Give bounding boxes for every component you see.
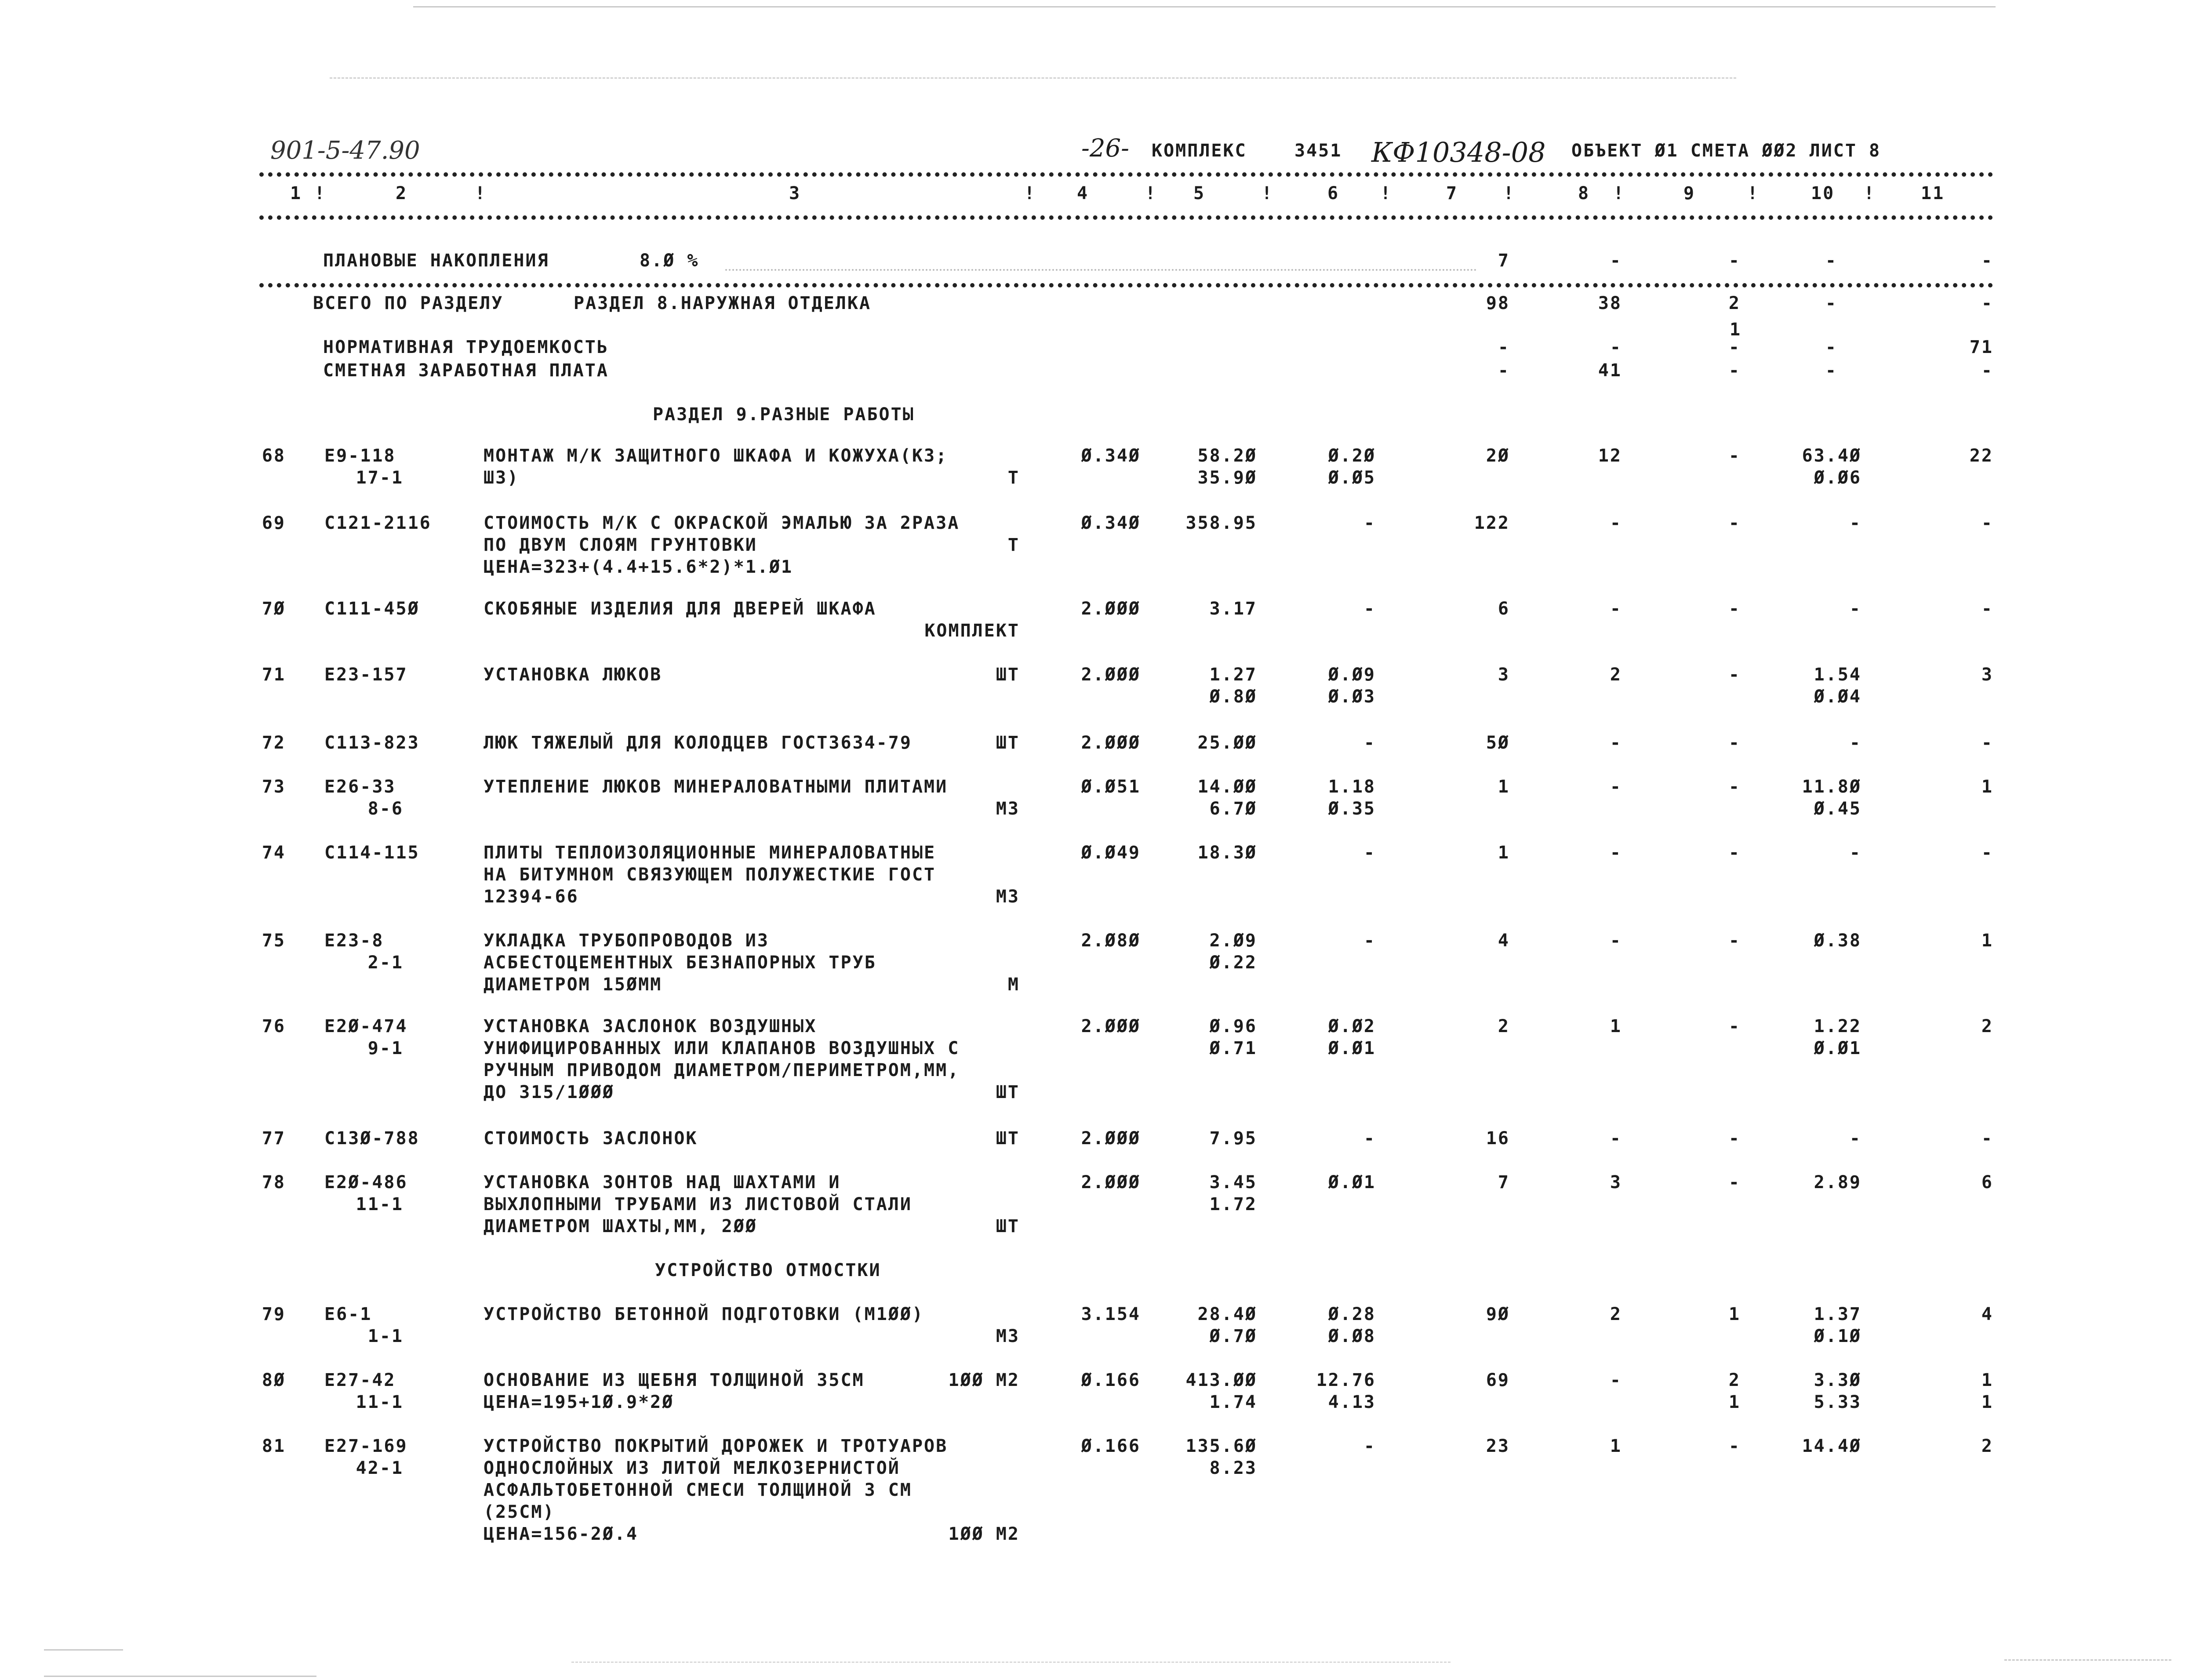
operation-cost: Ø.Ø9 — [1328, 665, 1376, 685]
unit-cost: 3.45 — [1209, 1172, 1257, 1193]
column-divider: ! — [1024, 183, 1036, 204]
labor-hours: Ø.38 — [1814, 931, 1861, 951]
unit: ШТ — [996, 1128, 1020, 1149]
subsection-title: УСТРОЙСТВО ОТМОСТКИ — [655, 1260, 881, 1280]
labor-cost: - — [1610, 931, 1622, 951]
row-number: 78 — [262, 1172, 286, 1193]
labor-hours: 3.3Ø — [1814, 1370, 1861, 1390]
total-value-c8: 38 — [1598, 293, 1622, 313]
section-9-title: РАЗДЕЛ 9.РАЗНЫЕ РАБОТЫ — [653, 404, 915, 425]
labor-hours: 1.37 — [1814, 1304, 1861, 1324]
planned-value-c10: - — [1825, 251, 1837, 271]
labor-cost: - — [1610, 1128, 1622, 1149]
section-total-label: ВСЕГО ПО РАЗДЕЛУ — [313, 293, 504, 313]
labor-hours: 11.8Ø — [1802, 777, 1861, 797]
total-hours: 1 — [1981, 1392, 1993, 1412]
object-info: ОБЪЕКТ Ø1 СМЕТА ØØ2 ЛИСТ 8 — [1571, 141, 1881, 161]
unit-cost: Ø.22 — [1209, 953, 1257, 973]
rate-code: Е26-33 — [324, 777, 396, 797]
quantity: 2.ØØØ — [1081, 599, 1141, 619]
quantity: 2.ØØØ — [1081, 1172, 1141, 1193]
row-number: 72 — [262, 733, 286, 753]
norm-value-c9: - — [1728, 337, 1741, 357]
column-divider: ! — [475, 183, 487, 204]
machine-cost: - — [1728, 1436, 1741, 1456]
operation-cost: - — [1363, 733, 1376, 753]
leader-dots — [725, 269, 1477, 271]
labor-cost: 1 — [1610, 1436, 1622, 1456]
column-number: 3 — [789, 183, 801, 204]
labor-cost: 12 — [1598, 446, 1622, 466]
column-divider: ! — [1262, 183, 1274, 204]
wage-label: СМЕТНАЯ ЗАРАБОТНАЯ ПЛАТА — [323, 360, 609, 381]
description-line: УСТАНОВКА ЗАСЛОНОК ВОЗДУШНЫХ — [484, 1016, 817, 1036]
total-hours: 1 — [1981, 931, 1993, 951]
column-number: 7 — [1446, 183, 1458, 204]
row-number: 76 — [262, 1016, 286, 1036]
machine-cost: - — [1728, 931, 1741, 951]
column-number: 8 — [1578, 183, 1590, 204]
rate-code: С114-115 — [324, 843, 420, 863]
total-cost: 16 — [1486, 1128, 1510, 1149]
total-value-c10: - — [1825, 293, 1837, 313]
operation-cost: 1.18 — [1328, 777, 1376, 797]
total-cost: 2 — [1498, 1016, 1510, 1036]
total-cost: 9Ø — [1486, 1304, 1510, 1324]
scan-line — [330, 77, 1736, 79]
wage-value-c9: - — [1728, 360, 1741, 381]
row-number: 73 — [262, 777, 286, 797]
unit: 1ØØ М2 — [948, 1370, 1020, 1390]
rate-code: Е9-118 — [324, 446, 396, 466]
row-number: 7Ø — [262, 599, 286, 619]
labor-cost: - — [1610, 599, 1622, 619]
quantity: Ø.166 — [1081, 1436, 1141, 1456]
description-line: СТОИМОСТЬ М/К С ОКРАСКОЙ ЭМАЛЬЮ ЗА 2РАЗА — [484, 513, 960, 533]
quantity: 3.154 — [1081, 1304, 1141, 1324]
unit-cost: 1.74 — [1209, 1392, 1257, 1412]
unit-cost: 14.ØØ — [1197, 777, 1257, 797]
row-number: 68 — [262, 446, 286, 466]
description-line: УСТРОЙСТВО ПОКРЫТИЙ ДОРОЖЕК И ТРОТУАРОВ — [484, 1436, 948, 1456]
labor-hours: - — [1849, 513, 1861, 533]
labor-hours: 2.89 — [1814, 1172, 1861, 1193]
column-number: 4 — [1077, 183, 1089, 204]
operation-cost: Ø.35 — [1328, 799, 1376, 819]
total-hours: 2 — [1981, 1436, 1993, 1456]
labor-hours: - — [1849, 1128, 1861, 1149]
unit: М — [1007, 975, 1020, 995]
unit-cost: 7.95 — [1209, 1128, 1257, 1149]
description-line: УКЛАДКА ТРУБОПРОВОДОВ ИЗ — [484, 931, 769, 951]
row-number: 69 — [262, 513, 286, 533]
column-divider: ! — [1864, 183, 1876, 204]
machine-cost: - — [1728, 843, 1741, 863]
total-cost: 6 — [1498, 599, 1510, 619]
unit-cost: 6.7Ø — [1209, 799, 1257, 819]
cipher: КФ10348-08 — [1371, 136, 1546, 168]
row-number: 75 — [262, 931, 286, 951]
description-line: ПО ДВУМ СЛОЯМ ГРУНТОВКИ — [484, 535, 757, 555]
scan-line — [571, 1662, 1451, 1663]
total-value-c11: - — [1981, 293, 1993, 313]
unit-cost: 358.95 — [1185, 513, 1257, 533]
scan-line — [2004, 1659, 2171, 1661]
planned-value-c9: - — [1728, 251, 1741, 271]
unit-cost: 413.ØØ — [1185, 1370, 1257, 1390]
total-cost: 3 — [1498, 665, 1510, 685]
total-hours: - — [1981, 513, 1993, 533]
labor-hours: - — [1849, 599, 1861, 619]
rate-code: Е27-169 — [324, 1436, 408, 1456]
operation-cost: - — [1363, 1436, 1376, 1456]
description-line: ШЗ) — [484, 468, 520, 488]
labor-hours: 1.54 — [1814, 665, 1861, 685]
description-line: ПЛИТЫ ТЕПЛОИЗОЛЯЦИОННЫЕ МИНЕРАЛОВАТНЫЕ — [484, 843, 936, 863]
wage-value-c10: - — [1825, 360, 1837, 381]
machine-cost: - — [1728, 733, 1741, 753]
labor-cost: - — [1610, 513, 1622, 533]
unit-cost: 35.9Ø — [1197, 468, 1257, 488]
total-hours: 22 — [1969, 446, 1993, 466]
rate-code: Е23-8 — [324, 931, 384, 951]
column-number: 10 — [1811, 183, 1835, 204]
column-divider: ! — [1145, 183, 1157, 204]
total-value-c7: 98 — [1486, 293, 1510, 313]
norm-value-c7: - — [1498, 337, 1510, 357]
labor-hours: 1.22 — [1814, 1016, 1861, 1036]
description-line: ДИАМЕТРОМ ШАХТЫ,ММ, 2ØØ — [484, 1216, 757, 1236]
description-line: СТОИМОСТЬ ЗАСЛОНОК — [484, 1128, 698, 1149]
total-value-c9: 2 — [1728, 293, 1741, 313]
rate-code: С121-2116 — [324, 513, 432, 533]
column-number: 1 — [290, 183, 302, 204]
description-line: ЦЕНА=195+1Ø.9*2Ø — [484, 1392, 674, 1412]
unit-cost: 25.ØØ — [1197, 733, 1257, 753]
column-divider: ! — [1747, 183, 1760, 204]
header-separator-top — [259, 172, 1993, 177]
description-line: УТЕПЛЕНИЕ ЛЮКОВ МИНЕРАЛОВАТНЫМИ ПЛИТАМИ — [484, 777, 948, 797]
quantity: 2.ØØØ — [1081, 665, 1141, 685]
operation-cost: - — [1363, 599, 1376, 619]
rate-code: С13Ø-788 — [324, 1128, 420, 1149]
rate-code-sub: 11-1 — [356, 1392, 404, 1412]
total-hours: - — [1981, 1128, 1993, 1149]
unit-cost: 18.3Ø — [1197, 843, 1257, 863]
header-separator-bottom — [259, 215, 1993, 220]
quantity: Ø.Ø49 — [1081, 843, 1141, 863]
unit: М3 — [996, 887, 1020, 907]
description-line: ЦЕНА=323+(4.4+15.6*2)*1.Ø1 — [484, 557, 793, 577]
row-number: 79 — [262, 1304, 286, 1324]
operation-cost: Ø.Ø1 — [1328, 1172, 1376, 1193]
total-hours: 1 — [1981, 1370, 1993, 1390]
description-line: ОСНОВАНИЕ ИЗ ЩЕБНЯ ТОЛЩИНОЙ 35СМ — [484, 1370, 865, 1390]
column-divider: ! — [1380, 183, 1392, 204]
machine-cost: 2 — [1728, 1370, 1741, 1390]
operation-cost: - — [1363, 513, 1376, 533]
unit: Т — [1007, 535, 1020, 555]
quantity: 2.ØØØ — [1081, 1128, 1141, 1149]
description-line: АСФАЛЬТОБЕТОННОЙ СМЕСИ ТОЛЩИНОЙ 3 СМ — [484, 1480, 912, 1500]
machine-cost: - — [1728, 1172, 1741, 1193]
column-divider: ! — [1503, 183, 1516, 204]
description-line: МОНТАЖ М/К ЗАЩИТНОГО ШКАФА И КОЖУХА(КЗ; — [484, 446, 948, 466]
description-line: УСТАНОВКА ЛЮКОВ — [484, 665, 662, 685]
labor-hours: 5.33 — [1814, 1392, 1861, 1412]
rate-code-sub: 9-1 — [367, 1038, 404, 1058]
quantity: 2.ØØØ — [1081, 733, 1141, 753]
column-number: 9 — [1683, 183, 1696, 204]
operation-cost: Ø.Ø5 — [1328, 468, 1376, 488]
description-line: ВЫХЛОПНЫМИ ТРУБАМИ ИЗ ЛИСТОВОЙ СТАЛИ — [484, 1194, 912, 1215]
description-line: УНИФИЦИРОВАННЫХ ИЛИ КЛАПАНОВ ВОЗДУШНЫХ С — [484, 1038, 960, 1058]
total-hours: - — [1981, 599, 1993, 619]
total-hours: 4 — [1981, 1304, 1993, 1324]
unit: М3 — [996, 799, 1020, 819]
machine-cost: - — [1728, 1128, 1741, 1149]
rate-code: С111-45Ø — [324, 599, 420, 619]
total-hours: 3 — [1981, 665, 1993, 685]
rate-code: С113-823 — [324, 733, 420, 753]
column-divider: ! — [1613, 183, 1625, 204]
rate-code-sub: 17-1 — [356, 468, 404, 488]
planned-value-c8: - — [1610, 251, 1622, 271]
machine-cost: - — [1728, 446, 1741, 466]
description-line: НА БИТУМНОМ СВЯЗУЮЩЕМ ПОЛУЖЕСТКИЕ ГОСТ — [484, 865, 936, 885]
page-number: -26- — [1081, 134, 1130, 163]
quantity: 2.Ø8Ø — [1081, 931, 1141, 951]
quantity: Ø.34Ø — [1081, 446, 1141, 466]
total-cost: 122 — [1474, 513, 1510, 533]
machine-cost: - — [1728, 513, 1741, 533]
unit: КОМПЛЕКТ — [924, 621, 1020, 641]
machine-cost: - — [1728, 1016, 1741, 1036]
labor-cost: 1 — [1610, 1016, 1622, 1036]
unit: ШТ — [996, 733, 1020, 753]
total-cost: 5Ø — [1486, 733, 1510, 753]
doc-code: 901-5-47.90 — [270, 136, 420, 165]
unit-cost: 58.2Ø — [1197, 446, 1257, 466]
quantity: Ø.166 — [1081, 1370, 1141, 1390]
total-cost: 2Ø — [1486, 446, 1510, 466]
description-line: РУЧНЫМ ПРИВОДОМ ДИАМЕТРОМ/ПЕРИМЕТРОМ,ММ, — [484, 1060, 960, 1080]
operation-cost: Ø.Ø3 — [1328, 687, 1376, 707]
total-hours: 1 — [1981, 777, 1993, 797]
machine-cost: - — [1728, 665, 1741, 685]
column-number: 6 — [1327, 183, 1340, 204]
row-number: 81 — [262, 1436, 286, 1456]
wage-value-c11: - — [1981, 360, 1993, 381]
operation-cost: Ø.Ø2 — [1328, 1016, 1376, 1036]
norm-value-c11: 71 — [1969, 337, 1993, 357]
column-number: 11 — [1921, 183, 1945, 204]
quantity: 2.ØØØ — [1081, 1016, 1141, 1036]
labor-cost: - — [1610, 843, 1622, 863]
unit-cost: Ø.71 — [1209, 1038, 1257, 1058]
unit-cost: 3.17 — [1209, 599, 1257, 619]
unit-cost: Ø.7Ø — [1209, 1326, 1257, 1346]
komplex-label: КОМПЛЕКС — [1152, 141, 1247, 161]
total-hours: 2 — [1981, 1016, 1993, 1036]
description-line: ЦЕНА=156-2Ø.4 — [484, 1524, 639, 1544]
total-cost: 1 — [1498, 843, 1510, 863]
scan-line — [44, 1649, 123, 1651]
description-line: ОДНОСЛОЙНЫХ ИЗ ЛИТОЙ МЕЛКОЗЕРНИСТОЙ — [484, 1458, 900, 1478]
labor-hours: - — [1849, 843, 1861, 863]
total-hours: 6 — [1981, 1172, 1993, 1193]
column-number: 5 — [1193, 183, 1206, 204]
column-divider: ! — [314, 183, 327, 204]
unit: ШТ — [996, 1216, 1020, 1236]
planned-savings-rate: 8.Ø % — [640, 251, 699, 271]
machine-cost: - — [1728, 599, 1741, 619]
machine-cost: 1 — [1728, 1392, 1741, 1412]
description-line: УСТАНОВКА ЗОНТОВ НАД ШАХТАМИ И — [484, 1172, 841, 1193]
scan-line — [44, 1676, 316, 1677]
labor-hours: Ø.45 — [1814, 799, 1861, 819]
labor-cost: 3 — [1610, 1172, 1622, 1193]
total-cost: 23 — [1486, 1436, 1510, 1456]
description-line: ДО 315/1ØØØ — [484, 1082, 614, 1102]
unit-cost: 8.23 — [1209, 1458, 1257, 1478]
unit: ШТ — [996, 1082, 1020, 1102]
rate-code: Е6-1 — [324, 1304, 372, 1324]
description-line: ЛЮК ТЯЖЕЛЫЙ ДЛЯ КОЛОДЦЕВ ГОСТ3634-79 — [484, 733, 912, 753]
unit-cost: 28.4Ø — [1197, 1304, 1257, 1324]
section-total-extra: 1 — [1730, 320, 1742, 340]
operation-cost: Ø.Ø8 — [1328, 1326, 1376, 1346]
labor-cost: - — [1610, 1370, 1622, 1390]
labor-hours: - — [1849, 733, 1861, 753]
unit: ШТ — [996, 665, 1020, 685]
labor-hours: 14.4Ø — [1802, 1436, 1861, 1456]
unit: 1ØØ М2 — [948, 1524, 1020, 1544]
norm-labor-label: НОРМАТИВНАЯ ТРУДОЕМКОСТЬ — [323, 337, 609, 357]
unit: М3 — [996, 1326, 1020, 1346]
operation-cost: - — [1363, 931, 1376, 951]
row-number: 8Ø — [262, 1370, 286, 1390]
operation-cost: Ø.28 — [1328, 1304, 1376, 1324]
rate-code-sub: 42-1 — [356, 1458, 404, 1478]
unit: Т — [1007, 468, 1020, 488]
description-line: СКОБЯНЫЕ ИЗДЕЛИЯ ДЛЯ ДВЕРЕЙ ШКАФА — [484, 599, 876, 619]
operation-cost: 12.76 — [1316, 1370, 1376, 1390]
unit-cost: 1.27 — [1209, 665, 1257, 685]
operation-cost: - — [1363, 843, 1376, 863]
total-cost: 7 — [1498, 1172, 1510, 1193]
total-cost: 4 — [1498, 931, 1510, 951]
operation-cost: Ø.2Ø — [1328, 446, 1376, 466]
row-number: 77 — [262, 1128, 286, 1149]
operation-cost: - — [1363, 1128, 1376, 1149]
total-hours: - — [1981, 733, 1993, 753]
description-line: ДИАМЕТРОМ 15ØММ — [484, 975, 662, 995]
total-cost: 1 — [1498, 777, 1510, 797]
rate-code: Е27-42 — [324, 1370, 396, 1390]
labor-cost: - — [1610, 733, 1622, 753]
rate-code-sub: 11-1 — [356, 1194, 404, 1215]
description-line: УСТРОЙСТВО БЕТОННОЙ ПОДГОТОВКИ (М1ØØ) — [484, 1304, 924, 1324]
description-line: (25СМ) — [484, 1502, 555, 1522]
rate-code: Е2Ø-474 — [324, 1016, 408, 1036]
rate-code-sub: 2-1 — [367, 953, 404, 973]
description-line: АСБЕСТОЦЕМЕНТНЫХ БЕЗНАПОРНЫХ ТРУБ — [484, 953, 876, 973]
rate-code-sub: 8-6 — [367, 799, 404, 819]
planned-savings-label: ПЛАНОВЫЕ НАКОПЛЕНИЯ — [323, 251, 549, 271]
unit-cost: 135.6Ø — [1185, 1436, 1257, 1456]
total-hours: - — [1981, 843, 1993, 863]
norm-value-c8: - — [1610, 337, 1622, 357]
total-cost: 69 — [1486, 1370, 1510, 1390]
labor-cost: - — [1610, 777, 1622, 797]
section-total-name: РАЗДЕЛ 8.НАРУЖНАЯ ОТДЕЛКА — [574, 293, 872, 313]
labor-hours: Ø.Ø4 — [1814, 687, 1861, 707]
scan-line — [413, 6, 1996, 7]
machine-cost: - — [1728, 777, 1741, 797]
labor-hours: Ø.Ø1 — [1814, 1038, 1861, 1058]
komplex-number: 3451 — [1294, 141, 1342, 161]
row-number: 74 — [262, 843, 286, 863]
labor-hours: Ø.Ø6 — [1814, 468, 1861, 488]
operation-cost: 4.13 — [1328, 1392, 1376, 1412]
labor-hours: Ø.1Ø — [1814, 1326, 1861, 1346]
rate-code: Е2Ø-486 — [324, 1172, 408, 1193]
rate-code-sub: 1-1 — [367, 1326, 404, 1346]
wage-value-c7: - — [1498, 360, 1510, 381]
planned-value-c11: - — [1981, 251, 1993, 271]
summary-separator — [259, 283, 1993, 287]
labor-cost: 2 — [1610, 1304, 1622, 1324]
row-number: 71 — [262, 665, 286, 685]
machine-cost: 1 — [1728, 1304, 1741, 1324]
planned-value-c7: 7 — [1498, 251, 1510, 271]
quantity: Ø.Ø51 — [1081, 777, 1141, 797]
labor-hours: 63.4Ø — [1802, 446, 1861, 466]
operation-cost: Ø.Ø1 — [1328, 1038, 1376, 1058]
unit-cost: Ø.96 — [1209, 1016, 1257, 1036]
wage-value-c8: 41 — [1598, 360, 1622, 381]
norm-value-c10: - — [1825, 337, 1837, 357]
unit-cost: 2.Ø9 — [1209, 931, 1257, 951]
unit-cost: Ø.8Ø — [1209, 687, 1257, 707]
column-number: 2 — [396, 183, 408, 204]
rate-code: Е23-157 — [324, 665, 408, 685]
quantity: Ø.34Ø — [1081, 513, 1141, 533]
description-line: 12394-66 — [484, 887, 579, 907]
unit-cost: 1.72 — [1209, 1194, 1257, 1215]
labor-cost: 2 — [1610, 665, 1622, 685]
